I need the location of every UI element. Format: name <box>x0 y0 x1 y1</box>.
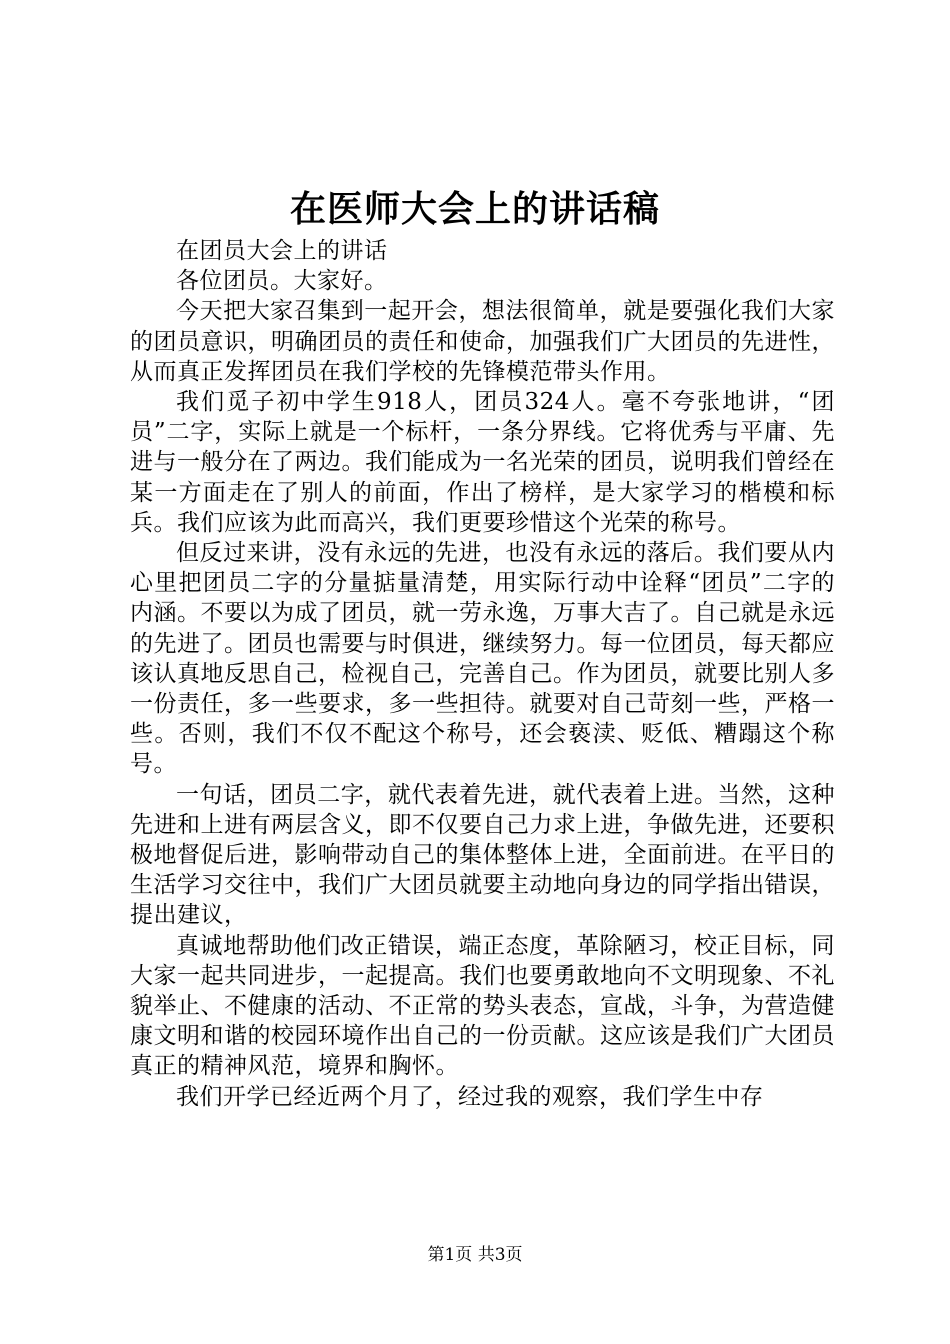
paragraph: 但反过来讲，没有永远的先进，也没有永远的落后。我们要从内心里把团员二字的分量掂量清楚，用实际行动中诠释“团员”二字的内涵。不要以为成了团员，就一劳永逸，万事大吉了。自己就是永远的先进了。团员也需要与时俱进，继续努力。每一位团员，每天都应该认真地反思自己，检视自己，完善自己。作为团员，就要比别人多一份责任，多一些要求，多一些担待。就要对自己苛刻一些，严格一些。否则，我们不仅不配这个称号，还会亵渎、贬低、糟蹋这个称号。 <box>130 540 835 778</box>
paragraph: 在团员大会上的讲话 <box>176 238 388 264</box>
paragraph: 今天把大家召集到一起开会，想法很简单，就是要强化我们大家的团员意识，明确团员的责任和使命，加强我们广大团员的先进性，从而真正发挥团员在我们学校的先锋模范带头作用。 <box>130 298 835 385</box>
paragraph: 我们开学已经近两个月了，经过我的观察，我们学生中存 <box>176 1083 764 1110</box>
paragraph: 一句话，团员二字，就代表着先进，就代表着上进。当然，这种先进和上进有两层含义，即不仅要自己力求上进，争做先进，还要积极地督促后进，影响带动自己的集体整体上进，全面前进。在平日的生活学习交往中，我们广大团员就要主动地向身边的同学指出错误，提出建议， <box>130 781 835 929</box>
document-body <box>130 236 835 1112</box>
paragraph: 真诚地帮助他们改正错误，端正态度，革除陋习，校正目标，同大家一起共同进步，一起提高。我们也要勇敢地向不文明现象、不礼貌举止、不健康的活动、不正常的势头表态，宣战，斗争，为营造健康文明和谐的校园环境作出自己的一份贡献。这应该是我们广大团员真正的精神风范，境界和胸怀。 <box>130 932 835 1080</box>
page-footer: 第1页 共3页 <box>427 1245 523 1265</box>
document-title: 在医师大会上的讲话稿 <box>289 188 660 230</box>
paragraph: 各位团员。大家好。 <box>176 268 388 295</box>
paragraph: 我们觅子初中学生918人，团员324人。毫不夸张地讲，“团员”二字，实际上就是一个标杆，一条分界线。它将优秀与平庸、先进与一般分在了两边。我们能成为一名光荣的团员，说明我们曾经在某一方面走在了别人的前面，作出了榜样，是大家学习的楷模和标兵。我们应该为此而高兴，我们更要珍惜这个光荣的称号。 <box>130 389 835 536</box>
